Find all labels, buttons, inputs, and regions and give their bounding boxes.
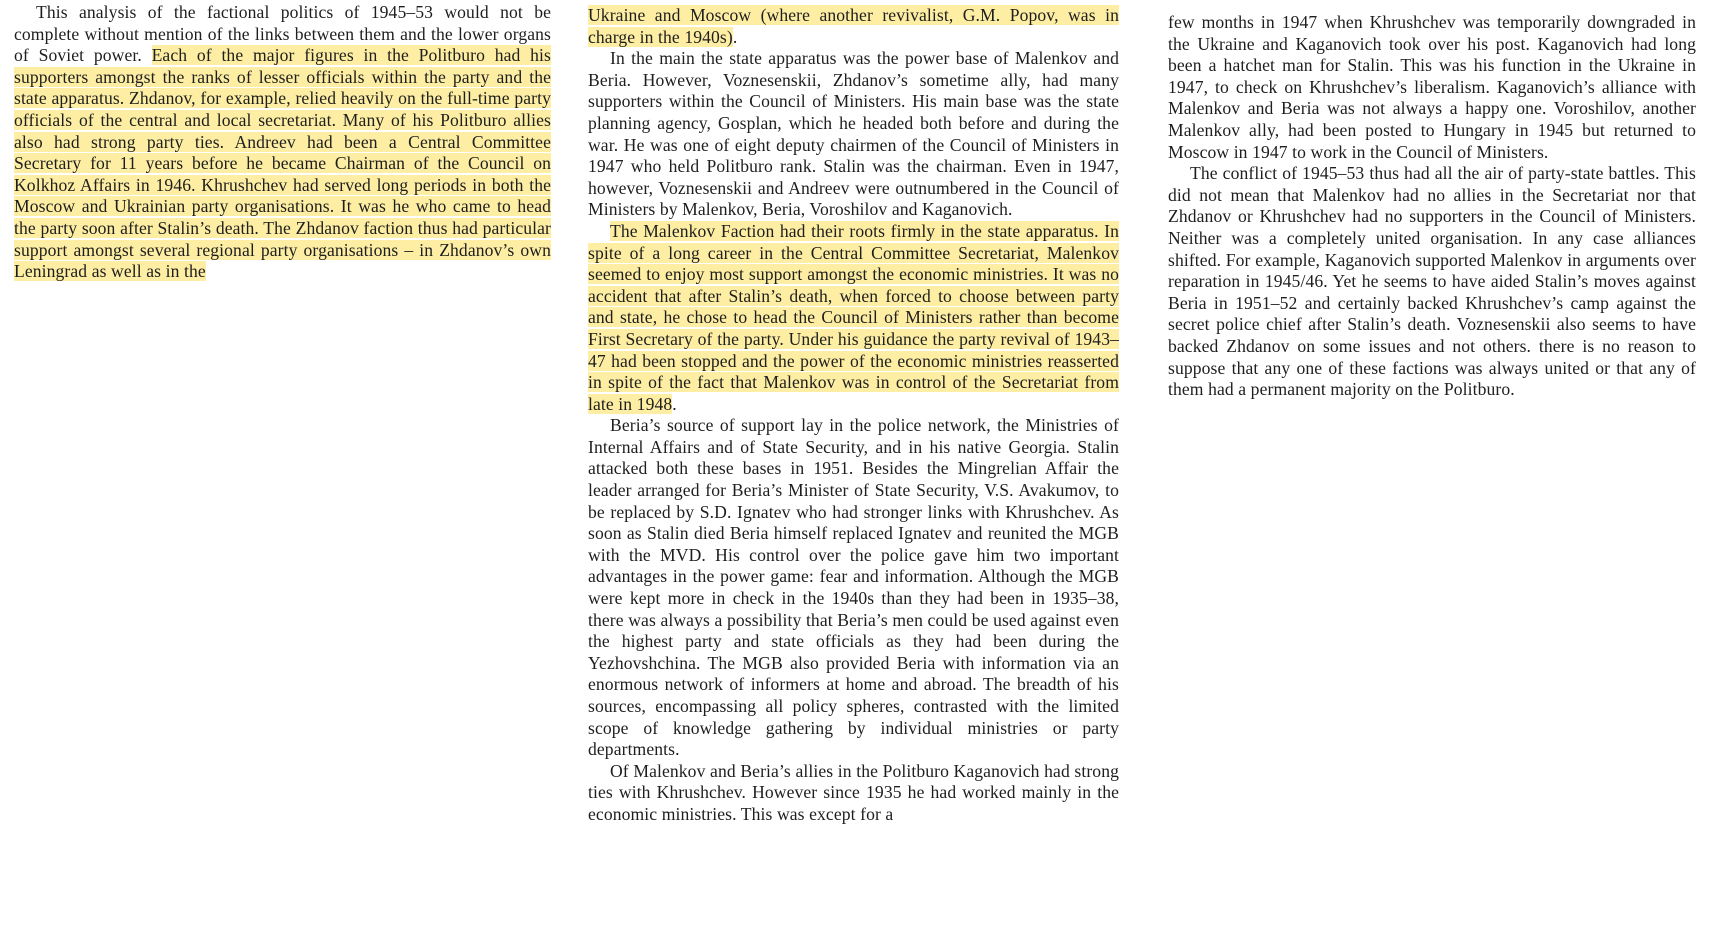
paragraph-6: The conflict of 1945–53 thus had all the air of party-state battles. This did not mean that Malenkov had no allies in the Secretariat nor that Zhdanov or Khrushchev had no supporters in the Council of Ministers. Neither was a completely united organisation. In any case alliances shifted. For example, Kaganovich supported Malenkov in arguments over reparation in 1945/46. Yet he seems to have aided Stalin’s moves against Beria in 1951–52 and certainly backed Khrushchev’s camp against the secret police chief after Stalin’s death. Voznesenskii also seems to have backed Zhdanov on some issues and not others. there is no reason to suppose that any one of these factions was always united or that any of them had a permanent majority on the Politburo. — [1168, 163, 1696, 400]
text-column-1 — [14, 2, 551, 283]
paragraph-2: In the main the state apparatus was the power base of Malenkov and Beria. However, Voznesenskii, Zhdanov’s sometime ally, had many supporters within the Council of Ministers. His main base was the state planning agency, Gosplan, which he headed both before and during the war. He was one of eight deputy chairmen of the Council of Ministers in 1947 who held Politburo rank. Stalin was the chairman. Even in 1947, however, Voznesenskii and Andreev were outnumbered in the Council of Ministers by Malenkov, Beria, Voroshilov and Kaganovich. — [588, 48, 1119, 220]
highlighted-passage-2[interactable]: The Malenkov Faction had their roots firmly in the state apparatus. In spite of a long career in the Central Committee Secretariat, Malenkov seemed to enjoy most support amongst the economic ministries. It was no accident that after Stalin’s death, when forced to choose between party and state, he chose to head the Council of Ministers rather than become First Secretary of the party. Under his guidance the party revival of 1943–47 had been stopped and the power of the economic ministries reasserted in spite of the fact that Malenkov was in control of the Secretariat from late in 1948 — [588, 220, 1119, 414]
paragraph-3 — [588, 221, 1119, 415]
paragraph-1-continued-end: . — [732, 26, 738, 47]
paragraph-1-text: This analysis of the factional politics of 1945–53 would not be complete without mention of the links between them and the lower organs of Soviet power. — [14, 2, 551, 66]
text-column-2 — [588, 5, 1119, 826]
paragraph-1-continued — [588, 5, 1119, 48]
highlighted-passage-1[interactable]: Each of the major figures in the Politburo had his supporters amongst the ranks of lesser officials within the party and the state apparatus. Zhdanov, for example, relied heavily on the full-time party officials of the central and local secretariat. Many of his Politburo allies also had strong party ties. Andreev had been a Central Committee Secretary for 11 years before he became Chairman of the Council on Kolkhoz Affairs in 1946. Khrushchev had served long periods in both the Moscow and Ukrainian party organisations. It was he who came to head the party soon after Stalin’s death. The Zhdanov faction thus had particular support amongst several regional party organisations – in Zhdanov’s own Leningrad as well as in the — [14, 45, 551, 282]
text-column-3 — [1168, 12, 1696, 401]
paragraph-3-end: . — [672, 393, 677, 414]
paragraph-5-continued: few months in 1947 when Khrushchev was temporarily downgraded in the Ukraine and Kaganovich took over his post. Kaganovich had long been a hatchet man for Stalin. This was his function in the Ukraine in 1947, to check on Khrushchev’s liberalism. Kaganovich’s alliance with Malenkov and Beria was not always a happy one. Voroshilov, another Malenkov ally, had been posted to Hungary in 1945 but returned to Moscow in 1947 to work in the Council of Ministers. — [1168, 12, 1696, 162]
paragraph-1 — [14, 2, 551, 283]
highlighted-passage-1-continued[interactable]: Ukraine and Moscow (where another revivalist, G.M. Popov, was in charge in the 1940s) — [588, 5, 1119, 47]
paragraph-5: Of Malenkov and Beria’s allies in the Politburo Kaganovich had strong ties with Khrushchev. However since 1935 he had worked mainly in the economic ministries. This was except for a — [588, 760, 1119, 824]
paragraph-4: Beria’s source of support lay in the police network, the Ministries of Internal Affairs and of State Security, and in his native Georgia. Stalin attacked both these bases in 1951. Besides the Mingrelian Affair the leader arranged for Beria’s Minister of State Security, V.S. Avakumov, to be replaced by S.D. Ignatev who had stronger links with Khrushchev. As soon as Stalin died Beria himself replaced Ignatev and reunited the MGB with the MVD. His control over the police gave him two important advantages in the power game: fear and information. Although the MGB were kept more in check in the 1940s than they had been in 1935–38, there was always a possibility that Beria’s men could be used against even the highest party and state officials as they had been during the Yezhovshchina. The MGB also provided Beria with information via an enormous network of informers at home and abroad. The breadth of his sources, encompassing all policy spheres, contrasted with the limited scope of knowledge gathering by individual ministries or party departments. — [588, 415, 1119, 760]
